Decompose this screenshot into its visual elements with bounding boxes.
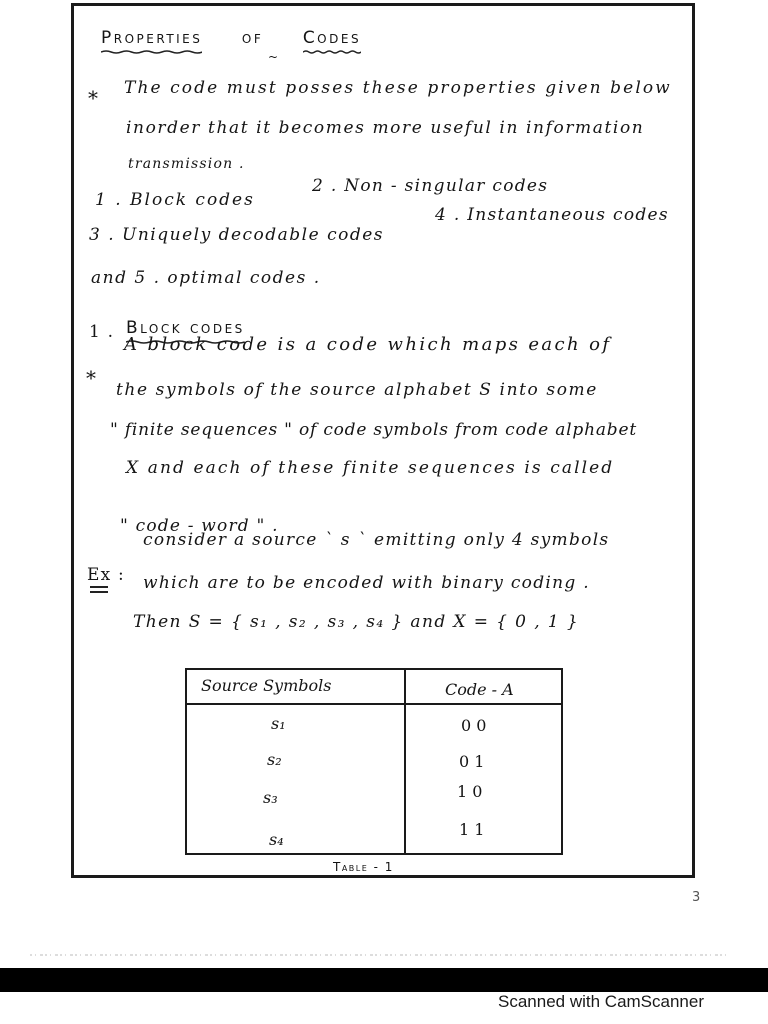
table-cell-code: 1 0 — [457, 782, 483, 801]
example-label: Ex : — [87, 565, 125, 585]
example-line-1: consider a source ` s ` emitting only 4 symbols — [143, 530, 610, 550]
table-cell-symbol: s₂ — [267, 750, 282, 769]
list-item-non-singular: 2 . Non - singular codes — [312, 176, 549, 196]
intro-line-1: The code must posses these properties given below — [124, 78, 672, 98]
definition-line-2: the symbols of the source alphabet S into some — [116, 380, 598, 400]
table-cell-code: 0 0 — [461, 716, 487, 735]
example-line-2: which are to be encoded with binary coding . — [143, 573, 590, 593]
example-label-underline — [90, 586, 108, 593]
title-word-of: of — [241, 28, 264, 48]
section-heading-block-codes: Block codes — [126, 318, 245, 338]
scanner-bar — [0, 968, 768, 992]
table-header-code-a: Code - A — [445, 680, 514, 699]
list-item-instantaneous: 4 . Instantaneous codes — [435, 205, 669, 225]
title-word-codes: Codes — [303, 28, 361, 48]
example-line-3: Then S = { s₁ , s₂ , s₃ , s₄ } and X = { 0 , 1 } — [133, 612, 580, 632]
tilde-mark: ~ — [268, 50, 279, 64]
intro-line-2: inorder that it becomes more useful in information — [126, 118, 645, 138]
symbol-code-table — [185, 668, 563, 855]
table-cell-code: 0 1 — [459, 752, 485, 771]
table-cell-symbol: s₁ — [271, 714, 286, 733]
definition-star: * — [86, 366, 98, 390]
table-caption: Table - 1 — [333, 860, 394, 874]
scanner-watermark: Scanned with CamScanner — [498, 992, 705, 1011]
page-title — [101, 28, 361, 48]
title-word-properties: Properties — [101, 28, 202, 48]
definition-line-3: " finite sequences " of code symbols from code alphabet — [110, 420, 637, 440]
page-number: 3 — [692, 890, 701, 905]
list-item-uniquely-decodable: 3 . Uniquely decodable codes — [89, 225, 384, 245]
intro-star: * — [88, 86, 100, 110]
scan-noise — [30, 952, 730, 958]
intro-line-3: transmission . — [128, 156, 245, 172]
table-header-divider — [187, 703, 561, 705]
definition-line-5: " code - word " . — [120, 516, 279, 536]
section-number: 1 . — [89, 322, 115, 342]
list-item-optimal: and 5 . optimal codes . — [91, 268, 321, 288]
table-column-divider — [404, 670, 406, 853]
list-item-block-codes: 1 . Block codes — [95, 190, 255, 210]
table-cell-symbol: s₄ — [269, 830, 284, 849]
table-cell-symbol: s₃ — [263, 788, 278, 807]
table-cell-code: 1 1 — [459, 820, 485, 839]
definition-line-4: X and each of these finite sequences is called — [126, 458, 615, 478]
definition-line-1: A block code is a code which maps each of — [124, 334, 612, 355]
table-header-source-symbols: Source Symbols — [201, 676, 332, 695]
